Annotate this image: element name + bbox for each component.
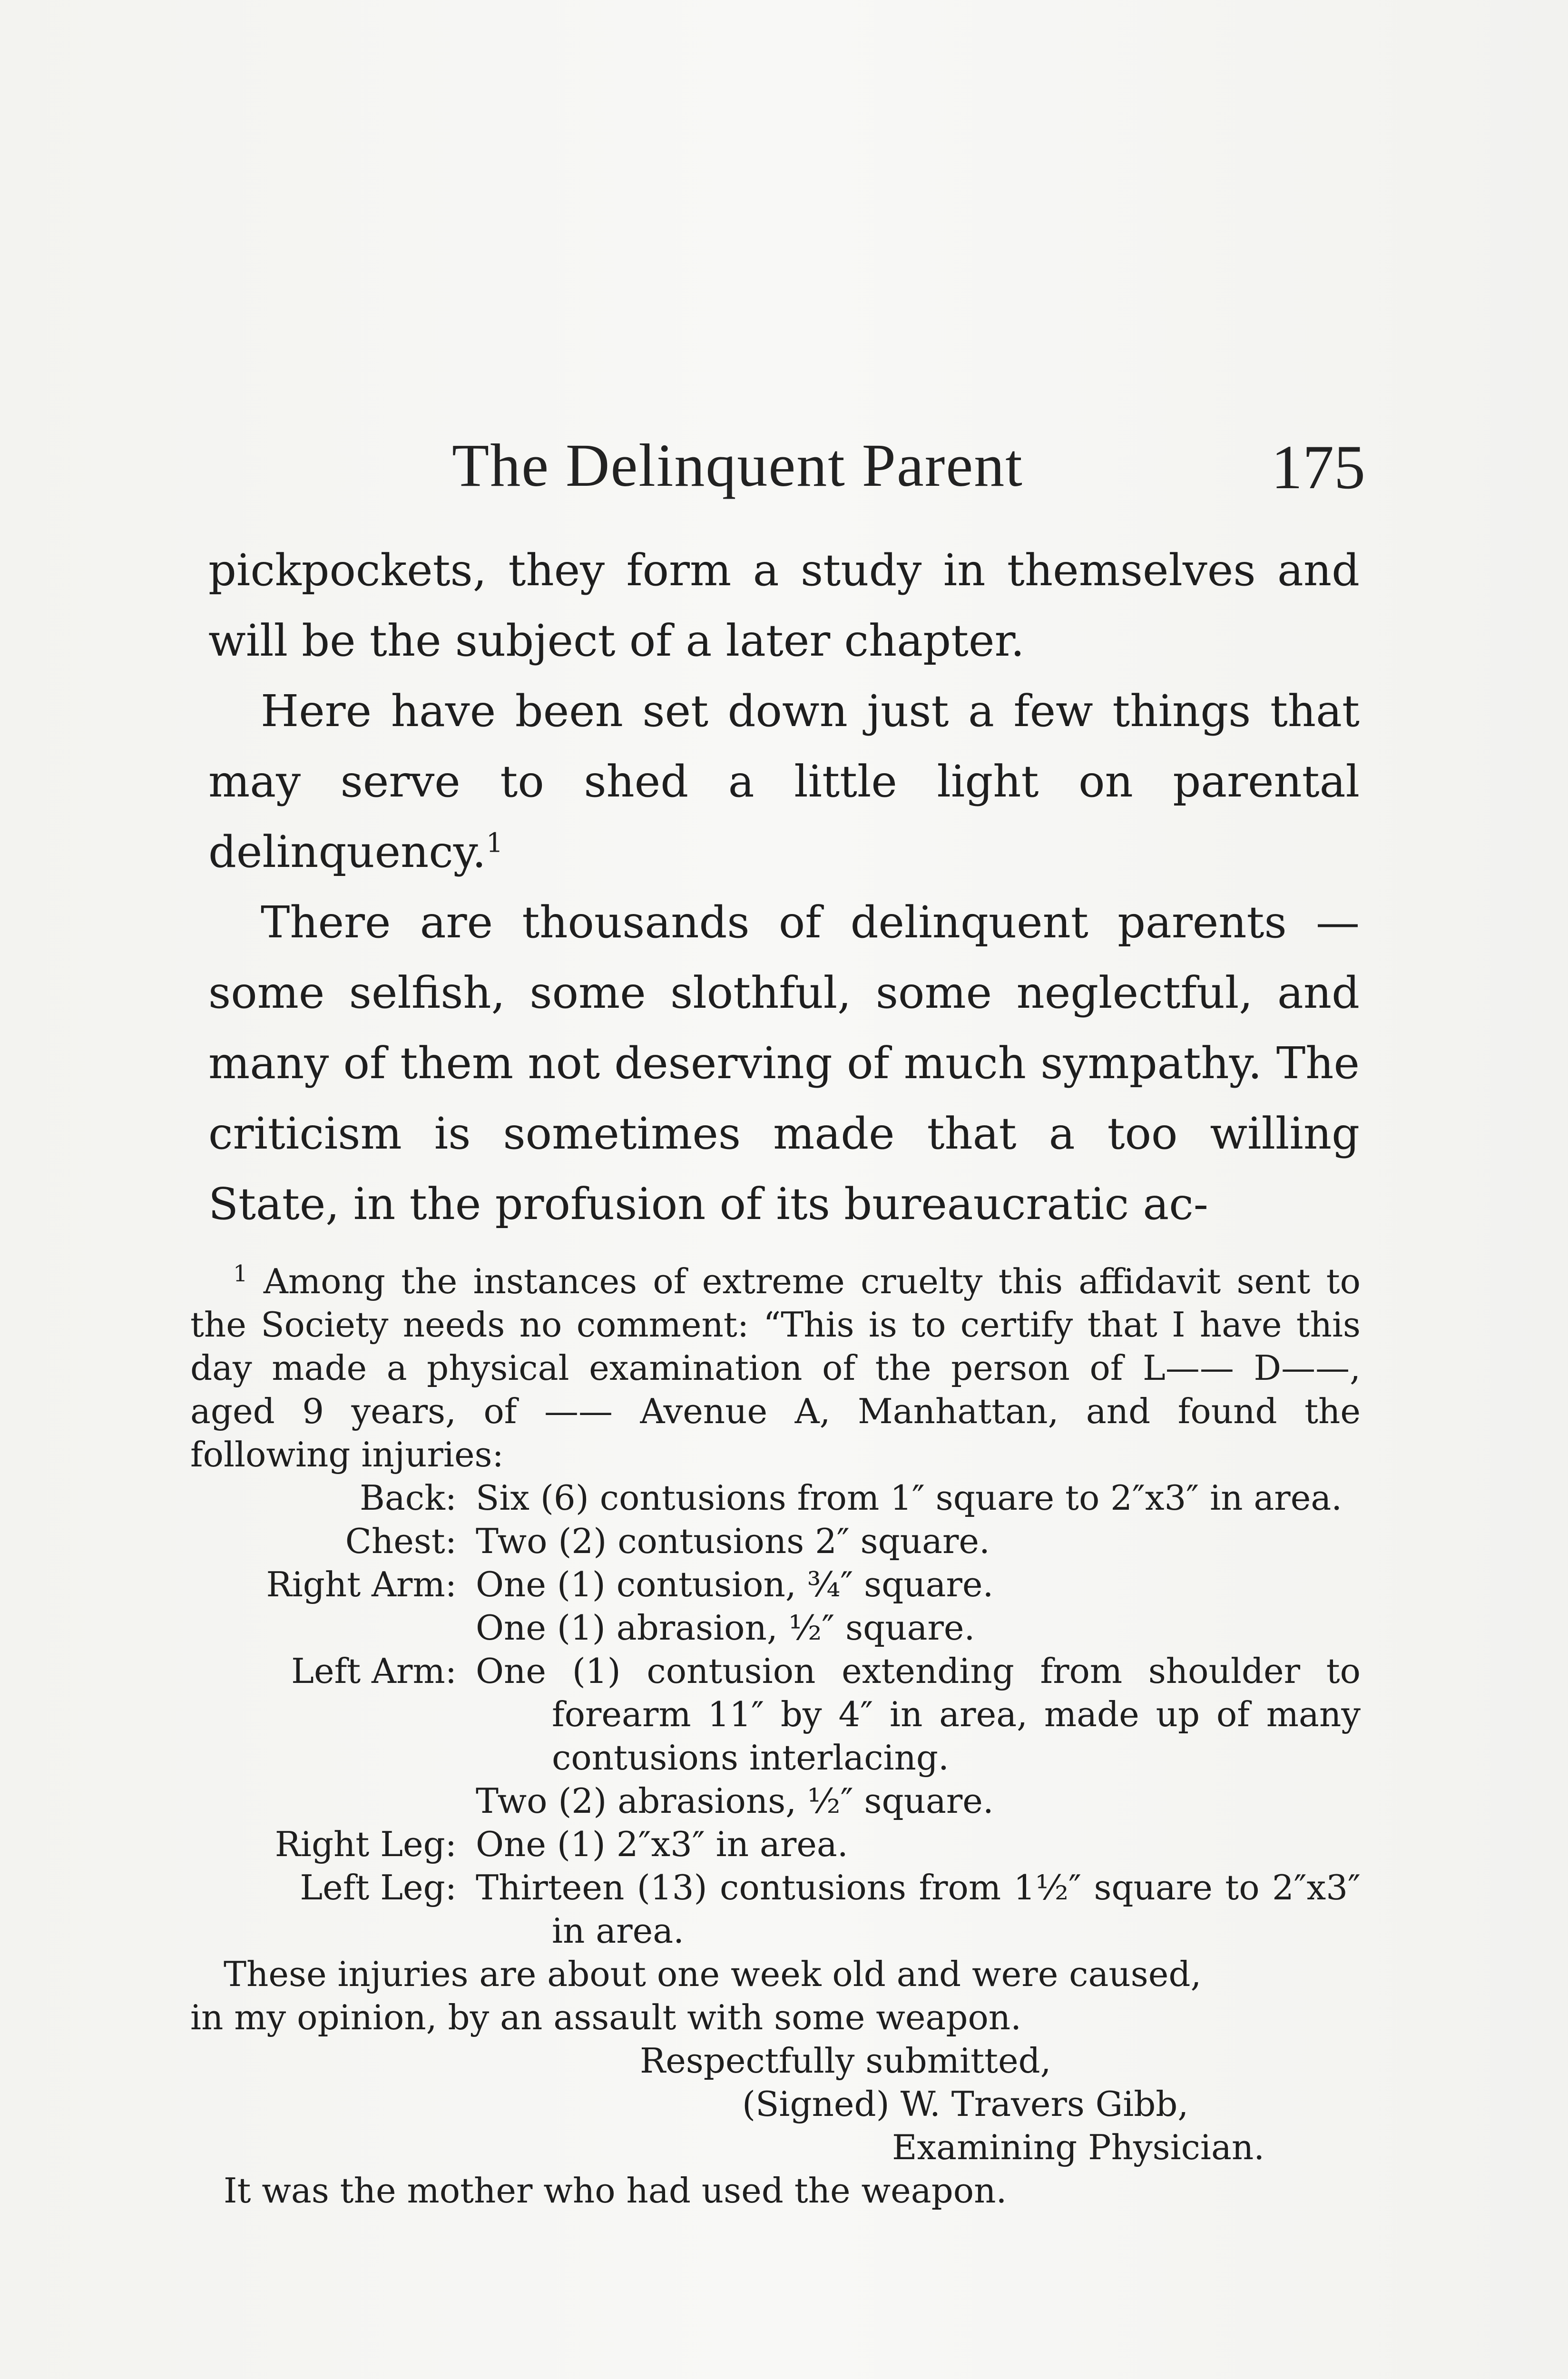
- injury-label: [190, 1606, 476, 1650]
- injury-description: Thirteen (13) contusions from 1½″ square to 2″x3″ in area.: [476, 1868, 1361, 1951]
- footnote-closing: These injuries are about one week old and were caused,: [224, 1954, 1202, 1994]
- page-header: [209, 431, 1365, 502]
- injury-label: Left Arm:: [291, 1651, 457, 1691]
- injury-row: [190, 1650, 1361, 1779]
- injury-row: [190, 1823, 1361, 1866]
- injury-description: Two (2) contusions 2″ square.: [476, 1521, 990, 1561]
- injury-description: One (1) 2″x3″ in area.: [476, 1824, 848, 1864]
- running-title: The Delinquent Parent: [452, 432, 1023, 499]
- injury-row: [190, 1563, 1361, 1606]
- injury-description: Six (6) contusions from 1″ square to 2″x3″ in area.: [476, 1478, 1343, 1518]
- footnote-closing-continued: in my opinion, by an assault with some weapon.: [190, 1997, 1022, 2037]
- footnote-intro-text: Among the instances of extreme cruelty this affidavit sent to the Society needs no comment: “This is to certify that I have this day made a physical examination of the person of L—— D——, aged 9 years, of —— Avenue A, Manhattan, and found the following injuries:: [190, 1261, 1361, 1475]
- injury-label: [190, 1779, 476, 1823]
- injury-description: One (1) abrasion, ½″ square.: [476, 1608, 975, 1648]
- injury-row: [190, 1866, 1361, 1953]
- injury-description: One (1) contusion extending from shoulder to forearm 11″ by 4″ in area, made up of many contusions interlacing.: [476, 1651, 1361, 1778]
- injury-label: Left Leg:: [300, 1868, 457, 1907]
- body-text: [208, 535, 1360, 1239]
- injury-row: [190, 1476, 1361, 1520]
- injury-label: Back:: [359, 1478, 457, 1518]
- paragraph-2-text: Here have been set down just a few things that may serve to shed a little light on parental delinquency.: [208, 686, 1360, 877]
- signoff: Respectfully submitted,: [640, 2041, 1051, 2081]
- paragraph-3: There are thousands of delinquent parents — some selfish, some slothful, some neglectful, and many of them not deserving of much sympathy. The criticism is sometimes made that a too willing State, in the profusion of its bureaucratic ac-: [208, 897, 1360, 1229]
- footnote-mark: 1: [233, 1260, 248, 1287]
- injury-label: Right Leg:: [274, 1824, 457, 1864]
- paragraph-1: pickpockets, they form a study in themselves and will be the subject of a later chapter.: [208, 545, 1360, 666]
- footnote: [190, 1260, 1361, 2212]
- injury-row: [190, 1779, 1361, 1823]
- injury-row: [190, 1520, 1361, 1563]
- page-number: 175: [1271, 432, 1365, 502]
- signature: (Signed) W. Travers Gibb,: [742, 2084, 1189, 2124]
- footnote-intro: [190, 1260, 1361, 1476]
- footnote-reference: 1: [486, 827, 503, 859]
- footnote-final-line: It was the mother who had used the weapon.: [224, 2171, 1007, 2211]
- signatory-title: Examining Physician.: [892, 2127, 1265, 2167]
- injury-description: One (1) contusion, ¾″ square.: [476, 1564, 994, 1604]
- injury-label: Right Arm:: [266, 1564, 457, 1604]
- injury-label: Chest:: [345, 1521, 457, 1561]
- injury-row: [190, 1606, 1361, 1650]
- paragraph-2: [208, 676, 1360, 887]
- injury-description: Two (2) abrasions, ½″ square.: [476, 1781, 994, 1821]
